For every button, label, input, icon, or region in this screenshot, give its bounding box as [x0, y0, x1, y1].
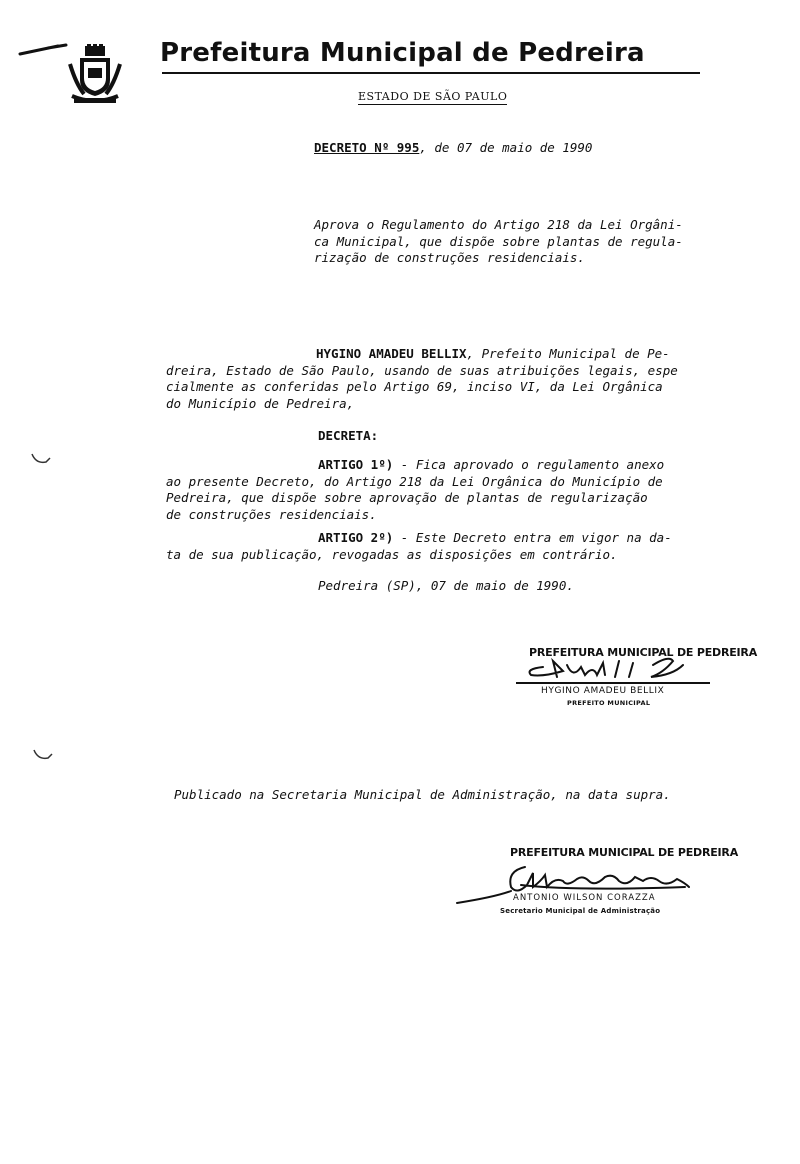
- mayor-stamp-role: PREFEITO MUNICIPAL: [567, 699, 651, 707]
- article-2-label: ARTIGO 2º): [318, 530, 394, 545]
- article-2-line: ta de sua publicação, revogadas as disposições em contrário.: [166, 546, 618, 562]
- summary-line: Aprova o Regulamento do Artigo 218 da Lei Orgâni-: [314, 217, 683, 232]
- mayor-signature: [523, 655, 693, 683]
- pen-mark-decoration: [18, 40, 68, 60]
- summary-line: rização de construções residenciais.: [314, 250, 585, 265]
- mayor-stamp-name: HYGINO AMADEU BELLIX: [541, 686, 665, 696]
- preamble-first-line: [166, 346, 706, 363]
- state-subtitle: ESTADO DE SÃO PAULO: [358, 90, 508, 103]
- place-and-date: Pedreira (SP), 07 de maio de 1990.: [318, 578, 574, 593]
- decree-summary: [314, 217, 714, 267]
- secretary-stamp-title: PREFEITURA MUNICIPAL DE PEDREIRA: [510, 846, 739, 859]
- article-2-first-rest: - Este Decreto entra em vigor na da-: [393, 530, 672, 545]
- secretary-stamp-name: ANTONIO WILSON CORAZZA: [513, 893, 656, 903]
- decreta-heading: DECRETA:: [318, 428, 379, 443]
- municipal-crest-icon: [68, 44, 122, 104]
- preamble-line: dreira, Estado de São Paulo, usando de suas atribuições legais, espe: [166, 362, 678, 378]
- article-1-line: ao presente Decreto, do Artigo 218 da Lei Orgânica do Município de: [166, 473, 663, 489]
- preamble-line: cialmente as conferidas pelo Artigo 69, inciso VI, da Lei Orgânica: [166, 379, 663, 394]
- article-2: [166, 530, 706, 563]
- preamble-paragraph: [166, 346, 706, 412]
- mayor-signature-line: [516, 682, 710, 684]
- page-title: Prefeitura Municipal de Pedreira: [160, 38, 645, 68]
- secretary-stamp-role: Secretario Municipal de Administração: [500, 907, 661, 915]
- mayor-stamp-title: PREFEITURA MUNICIPAL DE PEDREIRA: [529, 646, 758, 659]
- preamble-first-rest: , Prefeito Municipal de Pe-: [466, 346, 670, 361]
- preamble-line: do Município de Pedreira,: [166, 395, 355, 411]
- article-1-line: de construções residenciais.: [166, 506, 377, 522]
- publication-note: Publicado na Secretaria Municipal de Administração, na data supra.: [174, 787, 671, 802]
- punch-hole-mark: [30, 452, 52, 466]
- article-1-first-line: [166, 457, 706, 474]
- article-1-first-rest: - Fica aprovado o regulamento anexo: [393, 457, 665, 472]
- article-2-first-line: [166, 530, 706, 547]
- article-1: [166, 457, 706, 523]
- title-underline: [162, 72, 700, 74]
- decree-date: , de 07 de maio de 1990: [419, 140, 593, 155]
- mayor-name: HYGINO AMADEU BELLIX: [316, 346, 467, 361]
- punch-hole-mark: [32, 748, 54, 762]
- decree-number: DECRETO Nº 995: [314, 140, 420, 155]
- summary-line: ca Municipal, que dispõe sobre plantas de regula-: [314, 233, 683, 249]
- article-1-line: Pedreira, que dispõe sobre aprovação de plantas de regularização: [166, 490, 648, 505]
- article-1-label: ARTIGO 1º): [318, 457, 394, 472]
- decree-heading: [314, 140, 592, 157]
